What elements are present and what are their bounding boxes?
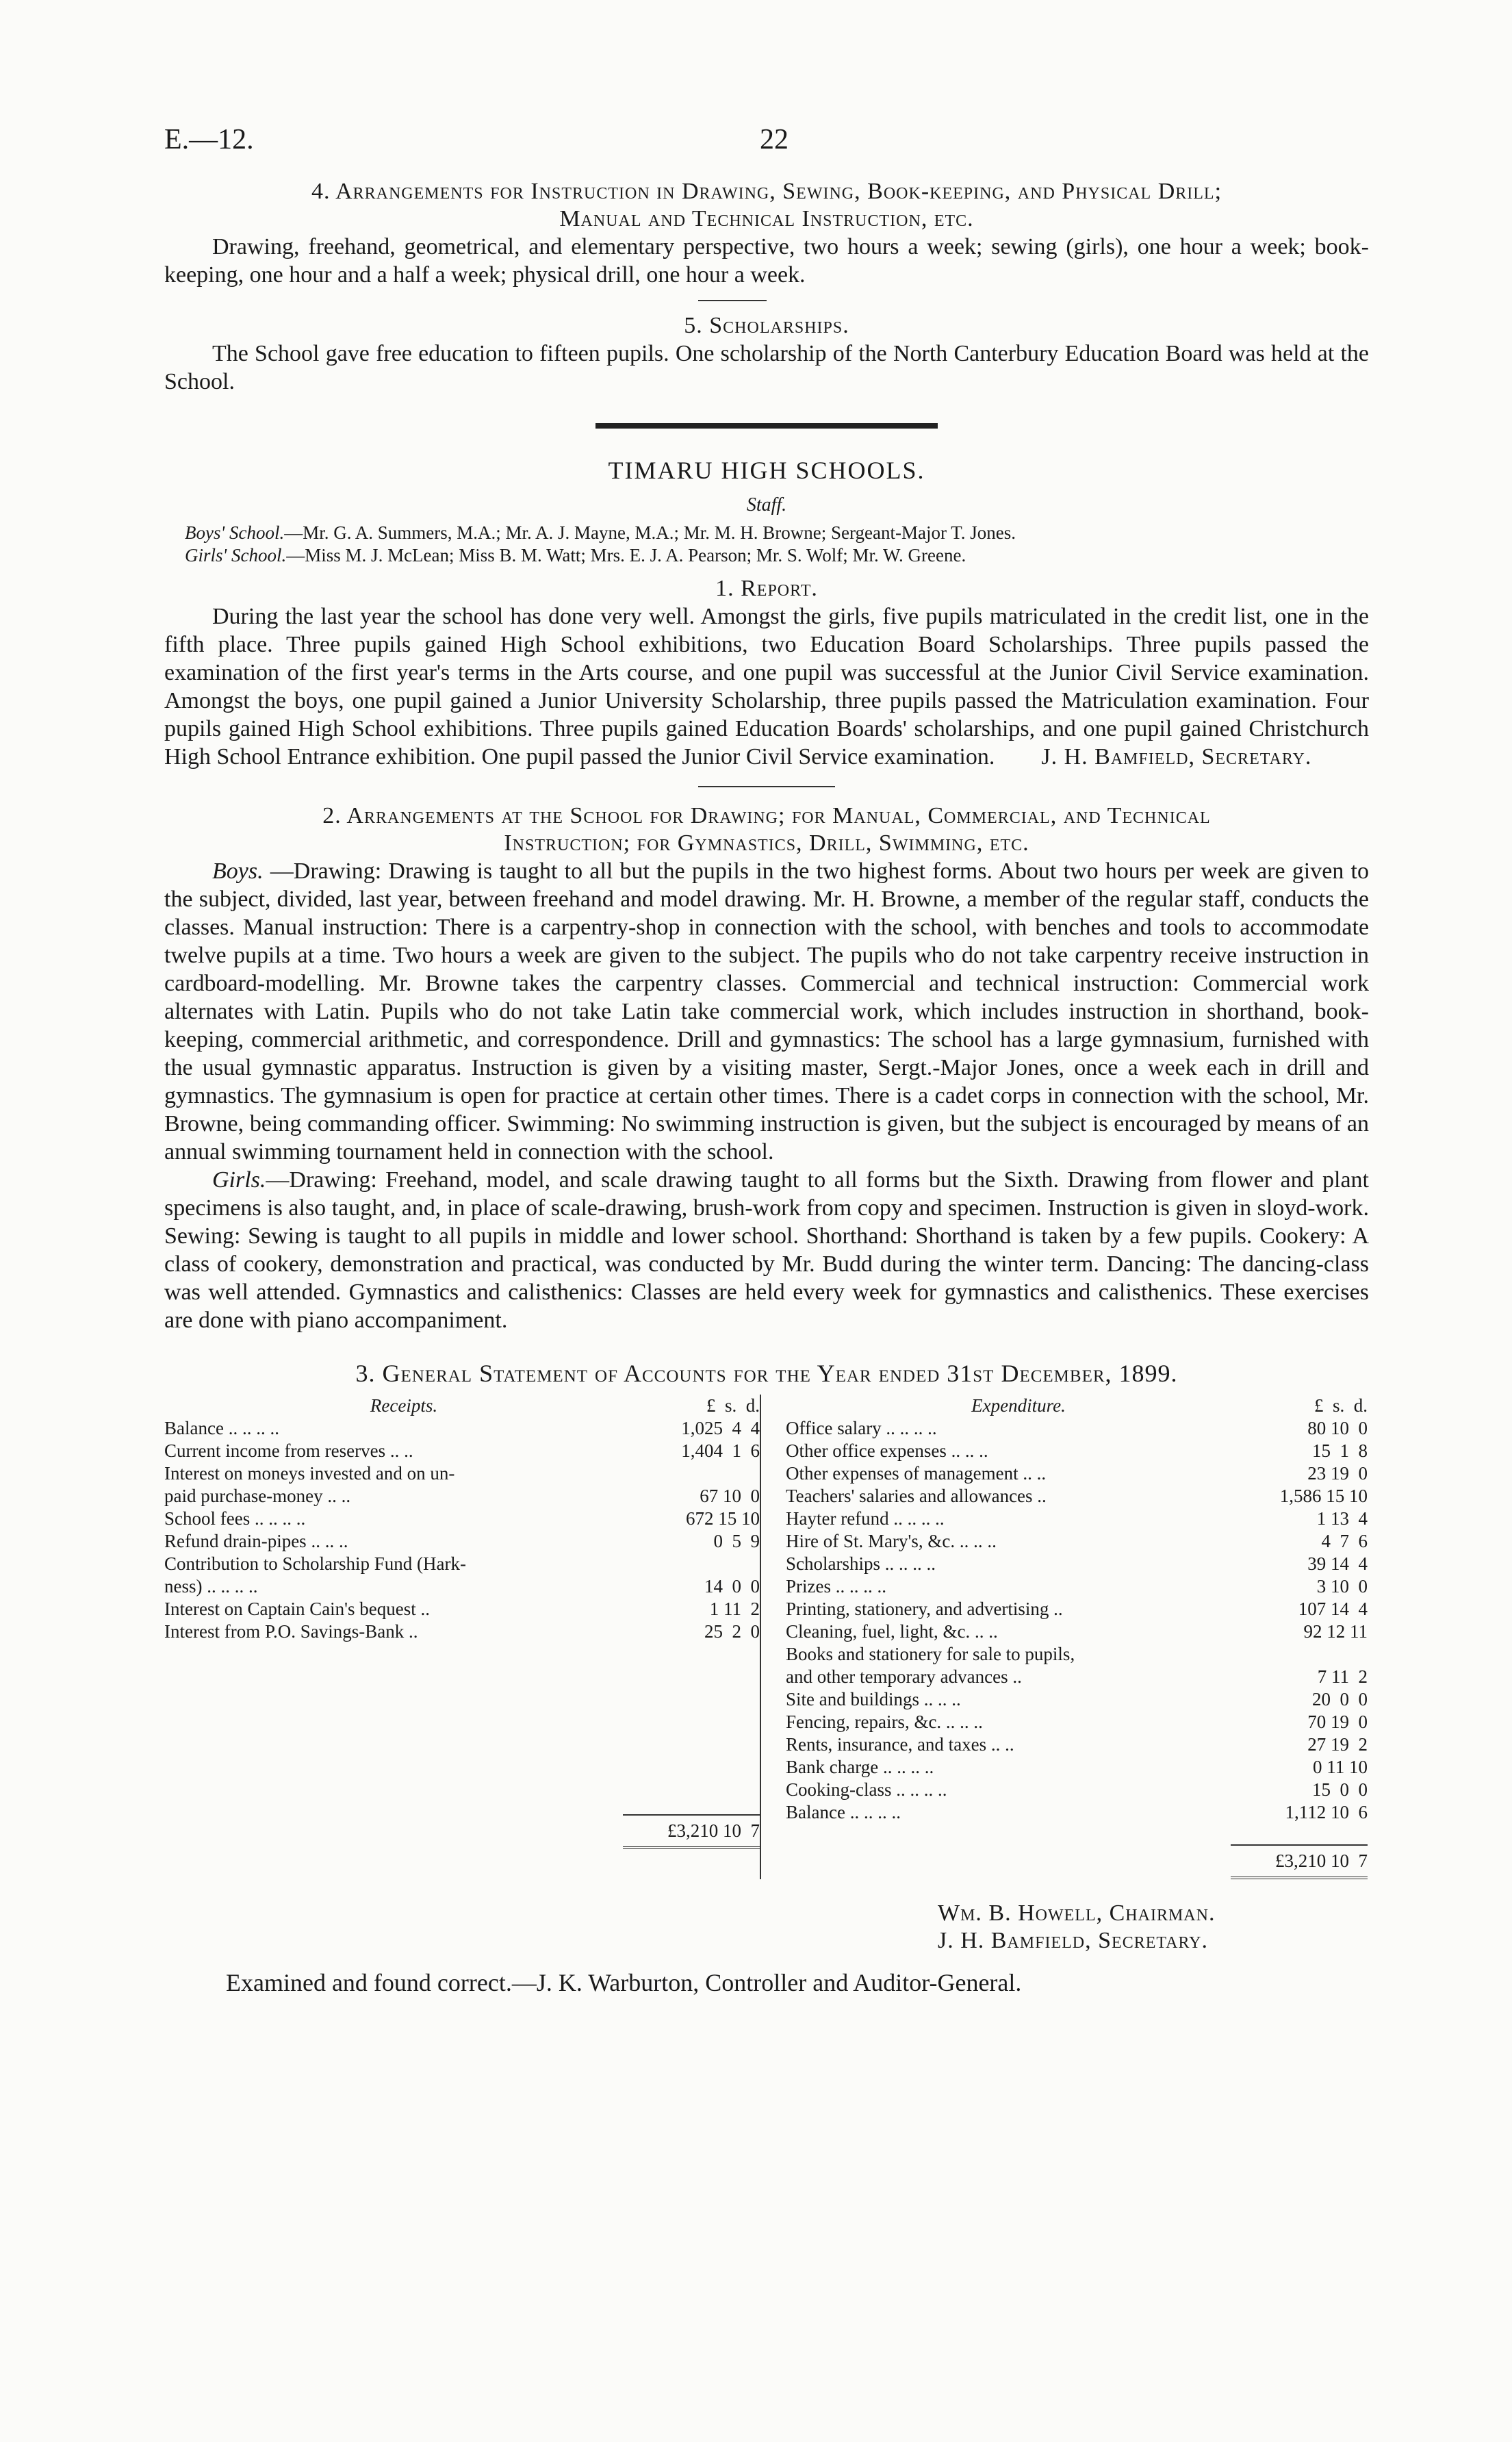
account-amount: 7 11 2 [1317, 1666, 1368, 1687]
account-amount: 0 11 10 [1313, 1757, 1368, 1777]
account-amount [643, 1553, 760, 1575]
boys-label: Boys. [212, 858, 264, 884]
account-item: Site and buildings .. .. .. [786, 1689, 961, 1709]
account-row [786, 1666, 1368, 1688]
account-item: and other temporary advances .. [786, 1666, 1022, 1687]
receipts-total: £3,210 10 7 [623, 1814, 760, 1849]
account-row [786, 1688, 1368, 1711]
account-amount: 672 15 10 [686, 1508, 760, 1529]
account-row [164, 1508, 760, 1530]
section-5-title: 5. Scholarships. [684, 313, 849, 338]
section-4-title-line-2: Manual and Technical Instruction, etc. [559, 206, 974, 231]
girls-staff [164, 544, 1369, 567]
account-row [164, 1417, 760, 1440]
section-4-body: Drawing, freehand, geometrical, and elementary perspective, two hours a week; sewing (girls), one hour a week; book-keeping, one hour and a half a week; physical drill, one hour a week. [164, 234, 1369, 288]
account-item: Balance .. .. .. .. [164, 1418, 279, 1438]
timaru-title: TIMARU HIGH SCHOOLS. [608, 457, 925, 484]
account-row [164, 1598, 760, 1620]
account-item: Current income from reserves .. .. [164, 1440, 413, 1461]
account-item: Cleaning, fuel, light, &c. .. .. [786, 1621, 998, 1642]
account-item: Contribution to Scholarship Fund (Hark- [164, 1553, 466, 1574]
account-item: ness) .. .. .. .. [164, 1576, 258, 1597]
account-amount: 70 19 0 [1307, 1712, 1368, 1732]
expenditure-rows [786, 1417, 1368, 1824]
account-item: Interest on moneys invested and on un- [164, 1463, 455, 1484]
page-number: 22 [760, 124, 789, 155]
document-reference: E.—12. [164, 124, 254, 155]
account-row [786, 1485, 1368, 1508]
account-row [164, 1553, 760, 1575]
expenditure-total-row [786, 1844, 1368, 1879]
account-row [786, 1711, 1368, 1733]
receipts-label: Receipts. [370, 1395, 438, 1416]
expenditure-header [786, 1395, 1368, 1417]
expenditure-total: £3,210 10 7 [1231, 1844, 1368, 1879]
amount-header: £ s. d. [706, 1395, 760, 1416]
account-amount [643, 1462, 760, 1485]
section-2-title-line-2: Instruction; for Gymnastics, Drill, Swimming, etc. [504, 830, 1029, 856]
account-item: Prizes .. .. .. .. [786, 1576, 886, 1597]
account-amount: 67 10 0 [700, 1486, 760, 1506]
staff-heading: Staff. [746, 494, 787, 516]
section-5-body: The School gave free education to fifteen pupils. One scholarship of the North Canterbury Education Board was held at the School. [164, 341, 1369, 394]
major-divider [595, 423, 938, 429]
account-item: Hire of St. Mary's, &c. .. .. .. [786, 1531, 997, 1551]
account-amount: 3 10 0 [1316, 1576, 1368, 1597]
account-row [786, 1779, 1368, 1801]
receipts-header [164, 1395, 760, 1417]
account-amount: 1,112 10 6 [1285, 1802, 1368, 1822]
account-amount: 39 14 4 [1307, 1553, 1368, 1574]
account-item: paid purchase-money .. .. [164, 1486, 351, 1506]
account-amount: 1 11 2 [709, 1599, 760, 1619]
account-amount: 92 12 11 [1303, 1621, 1368, 1642]
divider [698, 786, 835, 787]
receipts-total-row [164, 1814, 760, 1849]
account-amount: 107 14 4 [1298, 1599, 1368, 1619]
expenditure-column [760, 1395, 1368, 1879]
account-row [164, 1575, 760, 1598]
account-amount: 1,586 15 10 [1279, 1486, 1368, 1506]
account-amount: 80 10 0 [1307, 1418, 1368, 1438]
receipts-column [164, 1395, 760, 1879]
account-item: Teachers' salaries and allowances .. [786, 1486, 1047, 1506]
account-row [786, 1620, 1368, 1643]
account-amount: 15 0 0 [1312, 1779, 1368, 1800]
expenditure-label: Expenditure. [971, 1395, 1066, 1416]
account-item: School fees .. .. .. .. [164, 1508, 306, 1529]
account-amount: 4 7 6 [1321, 1531, 1368, 1551]
account-row [786, 1553, 1368, 1575]
account-item: Printing, stationery, and advertising .. [786, 1599, 1063, 1619]
account-row [786, 1643, 1368, 1666]
account-row [164, 1440, 760, 1462]
account-amount: 20 0 0 [1312, 1689, 1368, 1709]
account-amount [1251, 1643, 1368, 1666]
account-item: Bank charge .. .. .. .. [786, 1757, 934, 1777]
account-item: Books and stationery for sale to pupils, [786, 1644, 1075, 1664]
report-body [164, 602, 1369, 771]
signatories [938, 1900, 1369, 1955]
account-amount: 1 13 4 [1316, 1508, 1368, 1529]
account-row [786, 1530, 1368, 1553]
account-amount: 1,025 4 4 [681, 1418, 760, 1438]
chairman-signature: Wm. B. Howell, Chairman. [938, 1900, 1216, 1926]
account-item: Rents, insurance, and taxes .. .. [786, 1734, 1014, 1755]
account-item: Cooking-class .. .. .. .. [786, 1779, 947, 1800]
account-row [786, 1508, 1368, 1530]
section-4-title-line-1: 4. Arrangements for Instruction in Drawing, Sewing, Book-keeping, and Physical Drill; [311, 179, 1222, 204]
page [164, 116, 1369, 1997]
account-item: Refund drain-pipes .. .. .. [164, 1531, 348, 1551]
account-row [786, 1756, 1368, 1779]
account-amount: 0 5 9 [713, 1531, 760, 1551]
section-2-title-line-1: 2. Arrangements at the School for Drawing; for Manual, Commercial, and Technical [322, 803, 1211, 828]
account-amount: 23 19 0 [1307, 1463, 1368, 1484]
divider [698, 300, 767, 301]
girls-arrangements [164, 1166, 1369, 1334]
report-title: 1. Report. [715, 576, 818, 601]
girls-label: Girls. [212, 1167, 266, 1193]
account-item: Interest from P.O. Savings-Bank .. [164, 1621, 418, 1642]
page-header [164, 116, 1369, 178]
account-amount: 15 1 8 [1312, 1440, 1368, 1461]
audit-statement: Examined and found correct.—J. K. Warburton, Controller and Auditor-General. [226, 1969, 1022, 1996]
boys-staff-list: —Mr. G. A. Summers, M.A.; Mr. A. J. Mayne, M.A.; Mr. M. H. Browne; Sergeant-Major T. Jones. [284, 522, 1016, 543]
accounts-table [164, 1395, 1369, 1879]
account-amount: 27 19 2 [1307, 1734, 1368, 1755]
girls-staff-label: Girls' School. [185, 545, 287, 565]
account-row [786, 1575, 1368, 1598]
report-text: During the last year the school has done very well. Amongst the girls, five pupils matriculated in the credit list, one in the fifth place. Three pupils gained High School exhibitions, two Education Board Scholarships. Three pupils passed the examination of the first year's terms in the Arts course, and one pupil was successful at the Junior Civil Service examination. Amongst the boys, one pupil gained a Junior University Scholarship, three pupils passed the Matriculation examination. Four pupils gained High School exhibitions. Three pupils gained Education Boards' scholarships, and one pupil gained Christchurch High School Entrance exhibition. One pupil passed the Junior Civil Service examination. [164, 604, 1369, 770]
account-row [786, 1440, 1368, 1462]
account-item: Other office expenses .. .. .. [786, 1440, 988, 1461]
girls-staff-list: —Miss M. J. McLean; Miss B. M. Watt; Mrs. E. J. A. Pearson; Mr. S. Wolf; Mr. W. Greene. [286, 545, 966, 565]
account-item: Balance .. .. .. .. [786, 1802, 901, 1822]
account-row [786, 1801, 1368, 1824]
account-row [164, 1485, 760, 1508]
account-row [164, 1620, 760, 1643]
account-row [164, 1462, 760, 1485]
report-signature: J. H. Bamfield, Secretary. [1041, 744, 1312, 770]
boys-staff-label: Boys' School. [185, 522, 285, 543]
boys-arrangements-text: —Drawing: Drawing is taught to all but the pupils in the two highest forms. About two hours per week are given to the subject, divided, last year, between freehand and model drawing. Mr. H. Browne, a member of the regular staff, conducts the classes. Manual instruction: There is a carpentry-shop in connection with the school, with benches and tools to accommodate twelve pupils at a time. Two hours a week are given to the subject. The pupils who do not take carpentry receive instruction in cardboard-modelling. Mr. Browne takes the carpentry classes. Commercial and technical instruction: Commercial work alternates with Latin. Pupils who do not take Latin take commercial work, which includes instruction in shorthand, book-keeping, commercial arithmetic, and correspondence. Drill and gymnastics: The school has a large gymnasium, furnished with the usual gymnastic apparatus. Instruction is given by a visiting master, Sergt.-Major Jones, once a week each in drill and gymnastics. The gymnasium is open for practice at certain other times. There is a cadet corps in connection with the school, Mr. Browne, being commanding officer. Swimming: No swimming instruction is given, but the subject is encouraged by means of an annual swimming tournament held in connection with the school. [164, 858, 1369, 1165]
account-item: Office salary .. .. .. .. [786, 1418, 937, 1438]
amount-header: £ s. d. [1314, 1395, 1368, 1416]
receipts-rows [164, 1417, 760, 1643]
account-item: Fencing, repairs, &c. .. .. .. [786, 1712, 983, 1732]
account-row [164, 1530, 760, 1553]
boys-arrangements [164, 857, 1369, 1166]
account-item: Hayter refund .. .. .. .. [786, 1508, 945, 1529]
account-item: Interest on Captain Cain's bequest .. [164, 1599, 431, 1619]
account-row [786, 1733, 1368, 1756]
account-amount: 14 0 0 [704, 1576, 760, 1597]
account-amount: 1,404 1 6 [681, 1440, 760, 1461]
secretary-signature: J. H. Bamfield, Secretary. [938, 1928, 1208, 1953]
account-amount: 25 2 0 [704, 1621, 760, 1642]
account-item: Other expenses of management .. .. [786, 1463, 1047, 1484]
girls-arrangements-text: —Drawing: Freehand, model, and scale drawing taught to all forms but the Sixth. Drawing from flower and plant specimens is also taught, and, in place of scale-drawing, brush-work from copy and specimen. Instruction is given in sloyd-work. Sewing: Sewing is taught to all pupils in middle and lower school. Shorthand: Shorthand is taken by a few pupils. Cookery: A class of cookery, demonstration and practical, was conducted by Mr. Budd during the winter term. Dancing: The dancing-class was well attended. Gymnastics and calisthenics: Classes are held every week for gymnastics and calisthenics. These exercises are done with piano accompaniment. [164, 1167, 1369, 1333]
account-row [786, 1417, 1368, 1440]
boys-staff [164, 522, 1369, 544]
accounts-title: 3. General Statement of Accounts for the Year ended 31st December, 1899. [355, 1360, 1178, 1387]
account-item: Scholarships .. .. .. .. [786, 1553, 936, 1574]
account-row [786, 1598, 1368, 1620]
account-row [786, 1462, 1368, 1485]
